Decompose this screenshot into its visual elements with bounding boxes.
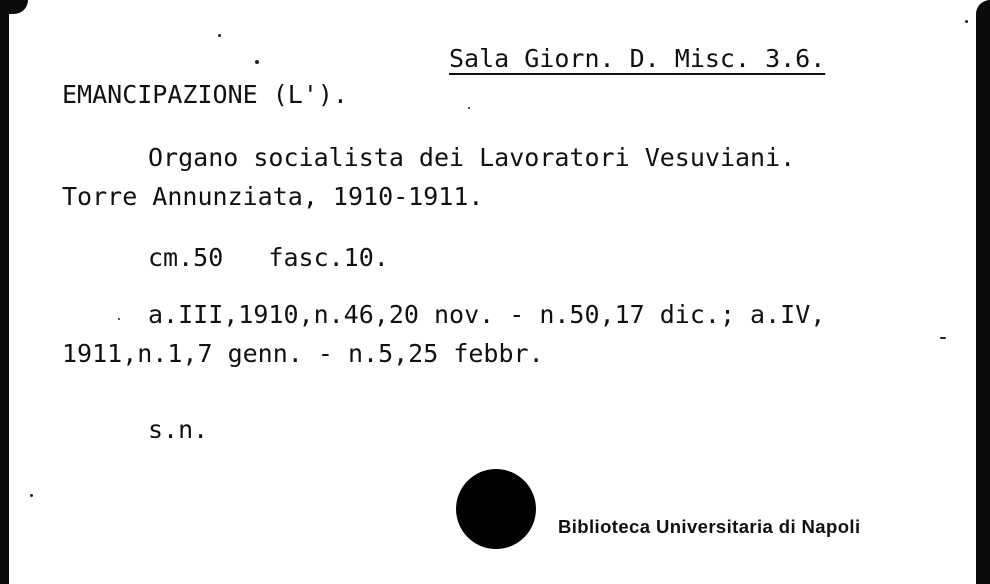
publisher-note: s.n.: [148, 415, 209, 444]
speck: [965, 20, 968, 23]
shelfmark: Sala Giorn. D. Misc. 3.6.: [449, 44, 826, 73]
library-stamp-text: Biblioteca Universitaria di Napoli: [558, 516, 861, 537]
holdings-line-1: a.III,1910,n.46,20 nov. - n.50,17 dic.; a.IV,: [148, 300, 826, 329]
format-line: cm.50 fasc.10.: [148, 243, 389, 272]
card-edge-left: [0, 0, 9, 584]
card-edge-right: [976, 0, 990, 584]
title-heading: EMANCIPAZIONE (L').: [62, 80, 348, 109]
description-line-2: Torre Annunziata, 1910-1911.: [62, 182, 484, 211]
speck: [255, 60, 259, 64]
speck: [940, 337, 946, 339]
speck: [118, 318, 120, 320]
holdings-line-2: 1911,n.1,7 genn. - n.5,25 febbr.: [62, 339, 544, 368]
speck: [218, 34, 221, 37]
card-corner-top-left: [0, 0, 28, 14]
description-line-1: Organo socialista dei Lavoratori Vesuviani.: [148, 143, 796, 172]
library-stamp-dot: [456, 469, 536, 549]
speck: [468, 107, 470, 109]
speck: [30, 494, 33, 497]
